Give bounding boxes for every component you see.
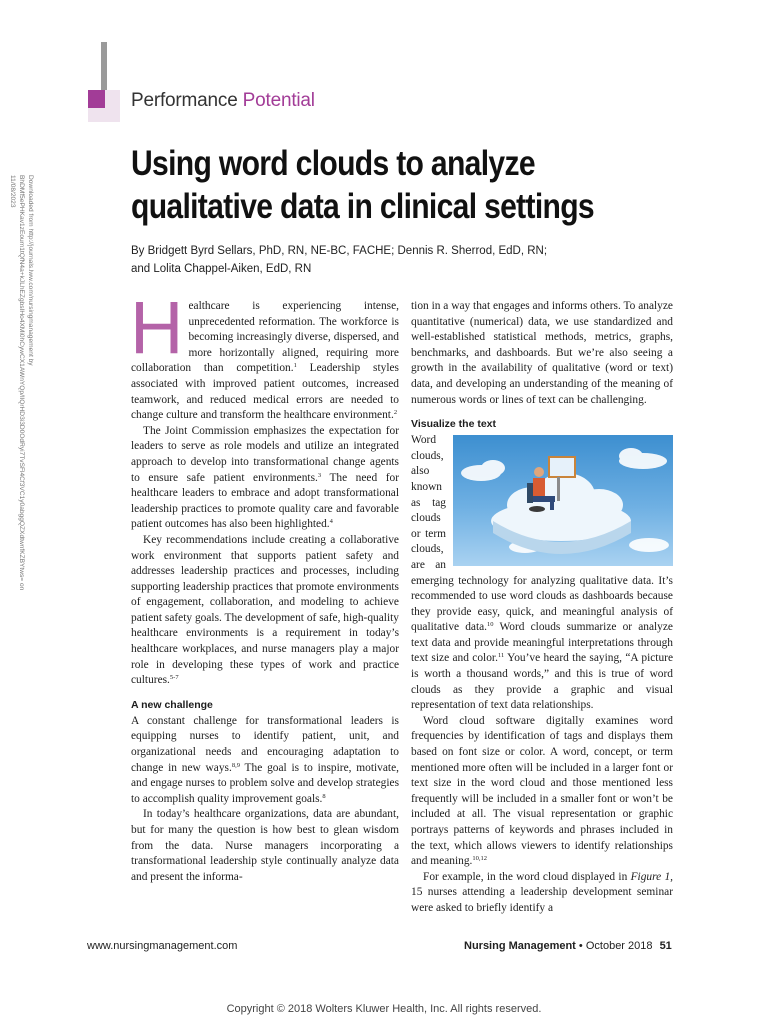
paragraph-7 <box>411 433 673 714</box>
citation-1: 1 <box>293 362 297 370</box>
paragraph-1-text-b: Leadership styles associated with improved patient outcomes, increased teamwork, and reduced medical errors are needed to change culture and transform the healthcare environment. <box>131 362 399 422</box>
citation-4: 4 <box>329 518 333 526</box>
header-block-accent <box>88 90 105 108</box>
copyright-notice: Copyright © 2018 Wolters Kluwer Health, Inc. All rights reserved. <box>226 1003 542 1015</box>
heading-new-challenge: A new challenge <box>131 698 213 711</box>
download-note <box>3 175 41 605</box>
download-note-text: Downloaded from http://journals.lww.com/nursingmanagement by BhDMf5ePHKav1zEoum1tQfN4a+kJLhEZgbsIHo4XMi0hCywCX1AWnYQp/IlQrHD3i3D0OdRyi7TvSFl4Cf3VC1y0abggQZXdtwnfKZBYtws= on 11/08/2023 <box>9 175 34 591</box>
section-label-word: Performance <box>131 90 238 111</box>
citation-10: 10 <box>487 621 494 629</box>
citation-8: 8 <box>322 792 326 800</box>
article-title: Using word clouds to analyze qualitative data in clinical settings <box>131 144 594 226</box>
paragraph-2-text-b: The need for healthcare leaders to embrace and adopt transformational leadership practices to promote quality care and favorable patient outcomes has also been highlighted. <box>131 471 399 531</box>
paragraph-8-text: Word cloud software digitally examines word frequencies by identification of tags and displays them based on font size or color. A word, concept, or term mentioned more often will be included in a larger font or text size in the word cloud and those mentioned less frequently will be included in a smaller font or won’t be included at all. The visual representation or graphic portrays patterns of keywords and phrases included in the text, which allows viewers to identify relationships and meaning. <box>411 714 673 868</box>
section-label-accent: Potential <box>242 90 315 111</box>
paragraph-1 <box>130 286 399 424</box>
citation-8-9: 8,9 <box>231 761 240 769</box>
paragraph-1-text-a: ealthcare is experiencing intense, unprecedented reformation. The workforce is becoming increasingly diverse, dispersed, and more horizontally aligned, requiring more collaboration than competition. <box>131 300 399 375</box>
page-number: 51 <box>659 940 672 952</box>
paragraph-6: tion in a way that engages and informs others. To analyze quantitative (numerical) data, we use standardized and well-established statistical methods, metrics, graphs, benchmarks, and dashboards. But we’re also seeing a growth in the availability of qualitative (word or text) data, and developing an understanding of the meaning of numerous words or lines of text can be challenging. <box>411 300 673 406</box>
byline-line-2: and Lolita Chappel-Aiken, EdD, RN <box>131 263 312 275</box>
paragraph-7-text-a: Word clouds, also known as tag clouds or term clouds, are an emerging technology for analyzing qualitative data. It’s recommended to use word clouds as dashboards because they provide easy, quick, and meaningful analysis of qualitative data. <box>411 434 673 634</box>
person-on-cloud-icon <box>453 435 673 566</box>
figure-reference: Figure 1, <box>630 870 673 883</box>
paragraph-9 <box>411 870 673 917</box>
right-column <box>411 299 673 917</box>
citation-2: 2 <box>393 409 398 417</box>
paragraph-8 <box>411 714 673 870</box>
paragraph-7-text-c: You’ve heard the saying, “A picture is worth a thousand words,” and this is true of word clouds as they provide a graphic and visual representation of text data relationships. <box>411 652 674 712</box>
footer-bullet: • <box>578 940 583 952</box>
drop-cap: H <box>130 286 184 369</box>
issue-date: October 2018 <box>585 940 653 952</box>
paragraph-4 <box>131 714 399 808</box>
paragraph-2-text-a: The Joint Commission emphasizes the expectation for leaders to serve as role models and utilize an integrated approach to develop into transformational change agents to ensure safe patient environments. <box>131 424 399 484</box>
paragraph-2 <box>131 424 399 533</box>
byline-line-1: By Bridgett Byrd Sellars, PhD, RN, NE-BC, FACHE; Dennis R. Sherrod, EdD, RN; <box>131 245 548 257</box>
paragraph-5: In today’s healthcare organizations, data are abundant, but for many the question is how best to glean wisdom from the data. Nurse managers incorporating a transformational leadership style continually analyze data and present the informa- <box>131 808 399 883</box>
footer-url: www.nursingmanagement.com <box>87 940 238 952</box>
paragraph-7-text-b: Word clouds summarize or analyze text data and provide meaningful interpretations through text size and color. <box>411 621 673 665</box>
left-column <box>130 286 399 885</box>
paragraph-4-text-a: A constant challenge for transformational leaders is equipping nurses to identify patient, unit, and organizational needs and encouraging adaptation to change in new ways. <box>131 714 399 774</box>
citation-11: 11 <box>497 652 505 660</box>
byline <box>131 242 651 278</box>
citation-5-7: 5-7 <box>169 674 179 682</box>
paragraph-3-text: Key recommendations include creating a collaborative work environment that supports patient safety and addresses leadership practices and processes, including supporting leadership practices that promote environments of engagement, collaboration, and modeling to achieve patient safety goals. The development of safe, high-quality healthcare environments is a requirement in today’s healthcare workplaces, and nurse managers play a major role in developing these types of work and practice cultures. <box>131 533 399 687</box>
journal-name: Nursing Management <box>464 940 576 952</box>
paragraph-3 <box>131 533 399 689</box>
paragraph-9-text-a: For example, in the word cloud displayed in <box>423 870 631 883</box>
heading-visualize-text: Visualize the text <box>411 418 497 431</box>
paragraph-9-text-b: 15 nurses attending a leadership development seminar were asked to briefly identify a <box>411 886 673 914</box>
paragraph-4-text-b: The goal is to inspire, motivate, and engage nurses to problem solve and develop strategies to accomplish quality improvement goals. <box>131 761 399 805</box>
citation-10-12: 10,12 <box>472 855 487 863</box>
cloud-illustration <box>453 435 673 566</box>
citation-3: 3 <box>317 471 322 479</box>
section-label <box>131 90 315 112</box>
footer-journal-info <box>464 940 672 952</box>
